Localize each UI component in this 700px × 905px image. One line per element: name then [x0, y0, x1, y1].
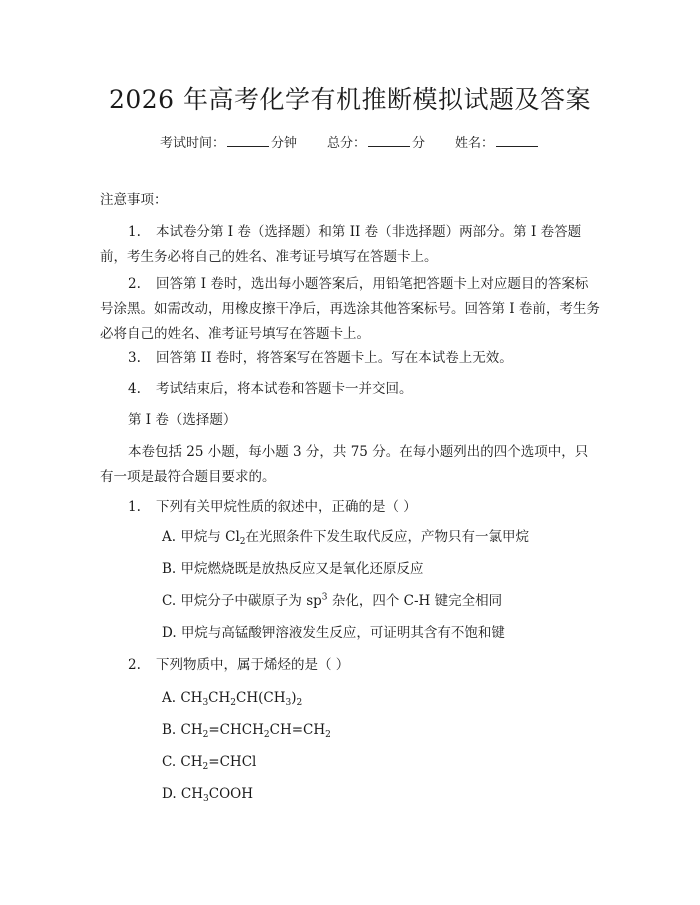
score-blank	[368, 134, 410, 147]
name-label: 姓名：	[455, 136, 495, 151]
notice-number: 4.	[128, 381, 141, 397]
name-blank	[496, 134, 538, 147]
question-2-option-c: C. $CH_2=CHCl$	[162, 754, 257, 772]
notice-text: 考试结束后，将本试卷和答题卡一并交回。	[156, 381, 413, 397]
page-title: 2026 年高考化学有机推断模拟试题及答案	[108, 85, 592, 114]
question-2-stem	[100, 653, 600, 678]
notice-number: 1.	[128, 224, 141, 240]
notice-item-3	[100, 346, 600, 371]
question-1-option-c: C. 甲烷分子中碳原子为 $sp^3$ 杂化，四个 C-H 键完全相同	[162, 592, 503, 609]
question-2-option-a: A. $CH_3CH_2CH(CH_3)_2$	[162, 690, 303, 708]
question-text: 下列物质中，属于烯烃的是（ ）	[156, 657, 350, 673]
question-2-option-b: B. $CH_2=CHCH_2CH=CH_2$	[162, 722, 331, 740]
question-1-option-a: A. 甲烷与 $Cl_2$在光照条件下发生取代反应，产物只有一氯甲烷	[162, 529, 530, 547]
notice-heading: 注意事项：	[100, 192, 168, 208]
notice-item-2	[100, 272, 600, 347]
time-label: 考试时间：	[159, 136, 225, 151]
notice-item-4	[100, 377, 600, 402]
score-unit: 分	[412, 136, 426, 151]
score-label: 总分：	[326, 136, 366, 151]
notice-text: 回答第 II 卷时，将答案写在答题卡上。写在本试卷上无效。	[156, 350, 513, 366]
time-unit: 分钟	[270, 136, 297, 151]
notice-text: 回答第 I 卷时，选出每小题答案后，用铅笔把答题卡上对应题目的答案标号涂黑。如需改动，用橡皮擦干净后，再选涂其他答案标号。回答第 I 卷前，考生务必将自己的姓名、准考证号填写在答题卡上。	[100, 276, 600, 342]
question-2-option-d: D. $CH_3COOH$	[162, 786, 254, 804]
question-number: 1.	[128, 499, 141, 515]
question-text: 下列有关甲烷性质的叙述中，正确的是（ ）	[156, 499, 417, 515]
notice-item-1	[100, 220, 600, 270]
notice-number: 3.	[128, 350, 141, 366]
question-1-stem	[100, 495, 600, 520]
section-intro: 本卷包括 25 小题，每小题 3 分，共 75 分。在每小题列出的四个选项中，只有一项是最符合题目要求的。	[100, 444, 589, 485]
question-number: 2.	[128, 657, 141, 673]
question-1-option-d: D. 甲烷与高锰酸钾溶液发生反应，可证明其含有不饱和键	[162, 625, 505, 641]
question-1-option-b: B. 甲烷燃烧既是放热反应又是氧化还原反应	[162, 561, 424, 577]
section-title: 第 I 卷（选择题）	[128, 412, 237, 428]
notice-number: 2.	[128, 276, 141, 292]
exam-meta-line	[0, 132, 700, 151]
time-blank	[227, 134, 269, 147]
notice-text: 本试卷分第 I 卷（选择题）和第 II 卷（非选择题）两部分。第 I 卷答题前，考生务必将自己的姓名、准考证号填写在答题卡上。	[100, 224, 582, 265]
